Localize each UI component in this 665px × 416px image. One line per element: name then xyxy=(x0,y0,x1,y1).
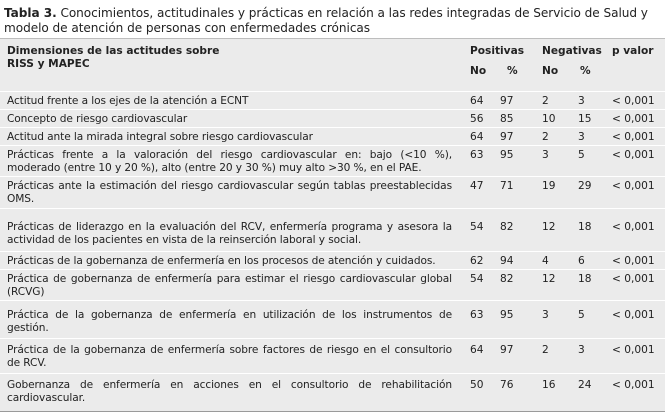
table-row xyxy=(0,110,665,128)
header-positivas-no: No xyxy=(470,65,487,77)
row-positivas-no: 62 xyxy=(470,255,484,267)
row-positivas-no: 54 xyxy=(470,273,484,285)
table-row xyxy=(0,177,665,209)
data-table xyxy=(0,38,665,412)
row-negativas-pct: 3 xyxy=(578,131,585,143)
row-positivas-pct: 95 xyxy=(500,309,514,321)
row-positivas-pct: 97 xyxy=(500,95,514,107)
row-positivas-no: 64 xyxy=(470,131,484,143)
header-negativas-no: No xyxy=(542,65,559,77)
row-negativas-pct: 18 xyxy=(578,273,592,285)
row-positivas-pct: 82 xyxy=(500,273,514,285)
row-description: Prácticas frente a la valoración del riesgo cardiovascular en: bajo (<10 %), moderado (entre 10 y 20 %), alto (entre 20 y 30 %) muy alto >30 %, en el PAE. xyxy=(7,149,452,174)
table-caption-label: Tabla 3. xyxy=(4,6,57,20)
row-negativas-pct: 24 xyxy=(578,379,592,391)
table-row xyxy=(0,339,665,374)
header-dimension-line1: Dimensiones de las actitudes sobre xyxy=(7,45,220,57)
row-p-valor: < 0,001 xyxy=(612,344,655,356)
table-row xyxy=(0,209,665,252)
row-description: Práctica de la gobernanza de enfermería sobre factores de riesgo en el consultorio de RCV. xyxy=(7,344,452,369)
row-negativas-no: 16 xyxy=(542,379,556,391)
row-description: Concepto de riesgo cardiovascular xyxy=(7,113,188,125)
row-positivas-pct: 85 xyxy=(500,113,514,125)
row-p-valor: < 0,001 xyxy=(612,309,655,321)
row-negativas-no: 2 xyxy=(542,95,549,107)
row-p-valor: < 0,001 xyxy=(612,149,655,161)
row-positivas-no: 50 xyxy=(470,379,484,391)
row-negativas-pct: 29 xyxy=(578,180,592,192)
row-positivas-no: 64 xyxy=(470,95,484,107)
row-negativas-no: 2 xyxy=(542,131,549,143)
header-negativas: Negativas xyxy=(542,45,602,57)
row-positivas-no: 47 xyxy=(470,180,484,192)
row-negativas-pct: 15 xyxy=(578,113,592,125)
table-row xyxy=(0,92,665,110)
row-negativas-pct: 3 xyxy=(578,344,585,356)
table-caption xyxy=(4,6,664,36)
row-p-valor: < 0,001 xyxy=(612,95,655,107)
row-negativas-no: 2 xyxy=(542,344,549,356)
row-negativas-pct: 18 xyxy=(578,221,592,233)
row-p-valor: < 0,001 xyxy=(612,379,655,391)
header-negativas-pct: % xyxy=(580,65,591,77)
row-positivas-pct: 95 xyxy=(500,149,514,161)
row-negativas-pct: 5 xyxy=(578,149,585,161)
row-description: Prácticas de la gobernanza de enfermería en los procesos de atención y cuidados. xyxy=(7,255,436,267)
table-header xyxy=(0,39,665,92)
row-positivas-no: 63 xyxy=(470,309,484,321)
row-positivas-pct: 94 xyxy=(500,255,514,267)
table-row xyxy=(0,146,665,177)
row-positivas-pct: 97 xyxy=(500,344,514,356)
row-positivas-pct: 71 xyxy=(500,180,514,192)
table-row xyxy=(0,252,665,270)
table-caption-text: Conocimientos, actitudinales y prácticas en relación a las redes integradas de Servicio de Salud y modelo de atención de personas con enfermedades crónicas xyxy=(4,6,648,35)
header-p-valor: p valor xyxy=(612,45,654,57)
row-negativas-pct: 6 xyxy=(578,255,585,267)
table-row xyxy=(0,270,665,301)
row-negativas-no: 12 xyxy=(542,221,556,233)
row-p-valor: < 0,001 xyxy=(612,180,655,192)
row-description: Actitud frente a los ejes de la atención a ECNT xyxy=(7,95,249,107)
row-description: Prácticas de liderazgo en la evaluación del RCV, enfermería programa y asesora la actividad de los pacientes en vista de la reinserción laboral y social. xyxy=(7,221,452,246)
row-positivas-no: 63 xyxy=(470,149,484,161)
row-negativas-no: 3 xyxy=(542,149,549,161)
row-positivas-no: 64 xyxy=(470,344,484,356)
row-p-valor: < 0,001 xyxy=(612,273,655,285)
row-description: Gobernanza de enfermería en acciones en el consultorio de rehabilitación cardiovascular. xyxy=(7,379,452,404)
header-dimension-line2: RISS y MAPEC xyxy=(7,58,90,70)
header-positivas-pct: % xyxy=(507,65,518,77)
row-description: Práctica de gobernanza de enfermería para estimar el riesgo cardiovascular global (RCVG) xyxy=(7,273,452,298)
row-description: Actitud ante la mirada integral sobre riesgo cardiovascular xyxy=(7,131,313,143)
row-p-valor: < 0,001 xyxy=(612,221,655,233)
row-negativas-no: 4 xyxy=(542,255,549,267)
table-row xyxy=(0,374,665,410)
row-negativas-pct: 3 xyxy=(578,95,585,107)
row-positivas-no: 56 xyxy=(470,113,484,125)
header-positivas: Positivas xyxy=(470,45,525,57)
row-negativas-no: 10 xyxy=(542,113,556,125)
row-p-valor: < 0,001 xyxy=(612,255,655,267)
row-positivas-pct: 97 xyxy=(500,131,514,143)
row-positivas-no: 54 xyxy=(470,221,484,233)
row-description: Prácticas ante la estimación del riesgo cardiovascular según tablas preestablecidas OMS. xyxy=(7,180,452,205)
row-negativas-no: 19 xyxy=(542,180,556,192)
table-row xyxy=(0,128,665,146)
row-negativas-no: 12 xyxy=(542,273,556,285)
row-positivas-pct: 76 xyxy=(500,379,514,391)
row-negativas-no: 3 xyxy=(542,309,549,321)
row-p-valor: < 0,001 xyxy=(612,131,655,143)
row-negativas-pct: 5 xyxy=(578,309,585,321)
row-positivas-pct: 82 xyxy=(500,221,514,233)
row-description: Práctica de la gobernanza de enfermería en utilización de los instrumentos de gestión. xyxy=(7,309,452,334)
row-p-valor: < 0,001 xyxy=(612,113,655,125)
table-row xyxy=(0,301,665,339)
